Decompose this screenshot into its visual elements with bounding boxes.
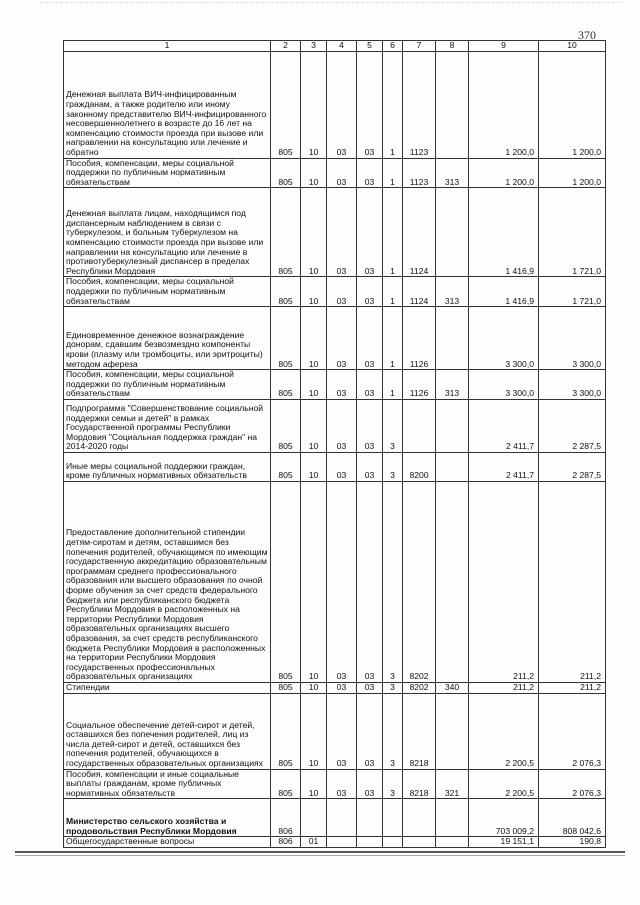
budget-table: [63, 40, 606, 848]
cell-c8: 313: [436, 158, 469, 188]
cell-c9: 703 009,2: [469, 799, 539, 837]
cell-c5: 03: [357, 481, 383, 682]
row-label: Единовременное денежное вознаграждение донорам, сдавшим безвозмездно компоненты крови (плазму или тромбоциты, или эритроциты) методом афереза: [64, 307, 271, 370]
cell-c6: 1: [383, 307, 403, 370]
cell-c7: 1123: [403, 158, 436, 188]
cell-c9: 1 200,0: [469, 158, 539, 188]
cell-c5: 03: [357, 277, 383, 307]
cell-c2: 805: [271, 769, 301, 799]
table-row: [64, 799, 606, 837]
cell-c7: 1126: [403, 307, 436, 370]
cell-c4: 03: [327, 188, 357, 277]
cell-c5: 03: [357, 693, 383, 769]
cell-c2: 805: [271, 452, 301, 481]
cell-c2: 805: [271, 682, 301, 693]
cell-c7: 8218: [403, 693, 436, 769]
cell-c5: 03: [357, 188, 383, 277]
cell-c7: 1124: [403, 188, 436, 277]
cell-c3: 10: [301, 188, 327, 277]
cell-c9: 2 200,5: [469, 693, 539, 769]
cell-c6: 3: [383, 769, 403, 799]
column-header: 2: [271, 41, 301, 52]
column-header: 4: [327, 41, 357, 52]
cell-c4: 03: [327, 481, 357, 682]
cell-c10: 2 287,5: [539, 452, 606, 481]
row-label: Денежная выплата ВИЧ-инфицированным гражданам, а также родителю или иному законному представителю ВИЧ-инфицированного несовершеннолетнего в возрасте до 16 лет на компенсацию стоимости проезда при вызове или направлении на консультацию или лечение и обратно: [64, 51, 271, 158]
cell-c9: 3 300,0: [469, 370, 539, 400]
row-label: Общегосударственные вопросы: [64, 837, 271, 848]
row-label: Пособия, компенсации, меры социальной поддержки по публичным нормативным обязательствам: [64, 277, 271, 307]
cell-c4: 03: [327, 452, 357, 481]
cell-c6: 1: [383, 370, 403, 400]
cell-c9: 1 416,9: [469, 277, 539, 307]
cell-c7: 8218: [403, 769, 436, 799]
cell-c9: 2 200,5: [469, 769, 539, 799]
cell-c7: [403, 837, 436, 848]
cell-c3: 10: [301, 51, 327, 158]
cell-c8: [436, 799, 469, 837]
cell-c4: 03: [327, 277, 357, 307]
cell-c8: 340: [436, 682, 469, 693]
cell-c6: 1: [383, 51, 403, 158]
column-header: 1: [64, 41, 271, 52]
cell-c7: 8202: [403, 481, 436, 682]
cell-c10: 2 076,3: [539, 769, 606, 799]
cell-c3: 10: [301, 481, 327, 682]
cell-c4: 03: [327, 693, 357, 769]
table-row: [64, 481, 606, 682]
cell-c7: 8202: [403, 682, 436, 693]
table-row: [64, 682, 606, 693]
cell-c3: 10: [301, 307, 327, 370]
cell-c10: 2 076,3: [539, 693, 606, 769]
cell-c8: [436, 307, 469, 370]
column-header: 9: [469, 41, 539, 52]
row-label: Предоставление дополнительной стипендии детям-сиротам и детям, оставшимся без попечения родителей, обучающимся по имеющим государственную аккредитацию образовательным программам среднего профессионального образования или высшего образования по очной форме обучения за счет средств федерального бюджета или республиканского бюджета Республики Мордовия в расположенных на территории Республики Мордовия образовательных организациях высшего образования, за счет средств республиканского бюджета Республики Мордовия в расположенных на территории Республики Мордовия государственных профессиональных образовательных организациях: [64, 481, 271, 682]
row-label: Пособия, компенсации и иные социальные выплаты гражданам, кроме публичных нормативных обязательств: [64, 769, 271, 799]
table-row: [64, 837, 606, 848]
table-row: [64, 370, 606, 400]
cell-c3: 10: [301, 158, 327, 188]
cell-c10: 190,8: [539, 837, 606, 848]
cell-c4: 03: [327, 51, 357, 158]
cell-c5: 03: [357, 51, 383, 158]
cell-c5: 03: [357, 307, 383, 370]
cell-c7: 1123: [403, 51, 436, 158]
cell-c3: 10: [301, 693, 327, 769]
cell-c3: 10: [301, 399, 327, 452]
cell-c7: 1124: [403, 277, 436, 307]
cell-c8: [436, 693, 469, 769]
cell-c10: 3 300,0: [539, 370, 606, 400]
table-header-row: [64, 41, 606, 52]
scan-top-artifact: [40, 2, 620, 6]
cell-c3: 10: [301, 769, 327, 799]
column-header: 7: [403, 41, 436, 52]
cell-c8: [436, 188, 469, 277]
cell-c6: 1: [383, 158, 403, 188]
column-header: 6: [383, 41, 403, 52]
cell-c9: 1 416,9: [469, 188, 539, 277]
cell-c10: 3 300,0: [539, 307, 606, 370]
cell-c6: [383, 799, 403, 837]
cell-c10: 211,2: [539, 481, 606, 682]
cell-c6: 3: [383, 481, 403, 682]
cell-c5: [357, 837, 383, 848]
row-label: Подпрограмма "Совершенствование социальной поддержки семьи и детей" в рамках Государственной программы Республики Мордовия "Социальная поддержка граждан" на 2014-2020 годы: [64, 399, 271, 452]
cell-c2: 805: [271, 188, 301, 277]
cell-c8: 313: [436, 277, 469, 307]
cell-c2: 805: [271, 370, 301, 400]
cell-c5: [357, 799, 383, 837]
cell-c5: 03: [357, 682, 383, 693]
table-row: [64, 51, 606, 158]
cell-c2: 805: [271, 51, 301, 158]
table-row: [64, 769, 606, 799]
row-label: Пособия, компенсации, меры социальной поддержки по публичным нормативным обязательствам: [64, 370, 271, 400]
cell-c10: 1 721,0: [539, 188, 606, 277]
cell-c4: 03: [327, 682, 357, 693]
cell-c9: 211,2: [469, 481, 539, 682]
cell-c9: 3 300,0: [469, 307, 539, 370]
cell-c3: 10: [301, 452, 327, 481]
cell-c8: [436, 837, 469, 848]
cell-c2: 805: [271, 158, 301, 188]
column-header: 5: [357, 41, 383, 52]
cell-c9: 2 411,7: [469, 399, 539, 452]
cell-c5: 03: [357, 769, 383, 799]
cell-c10: 1 200,0: [539, 51, 606, 158]
cell-c6: 3: [383, 452, 403, 481]
cell-c6: 3: [383, 693, 403, 769]
cell-c6: [383, 837, 403, 848]
cell-c4: [327, 837, 357, 848]
cell-c10: 808 042,6: [539, 799, 606, 837]
column-header: 3: [301, 41, 327, 52]
cell-c4: 03: [327, 399, 357, 452]
cell-c6: 1: [383, 188, 403, 277]
row-label: Иные меры социальной поддержки граждан, кроме публичных нормативных обязательств: [64, 452, 271, 481]
table-row: [64, 399, 606, 452]
column-header: 10: [539, 41, 606, 52]
page-bottom-rule-secondary: [15, 855, 625, 856]
cell-c9: 211,2: [469, 682, 539, 693]
cell-c3: [301, 799, 327, 837]
table-row: [64, 452, 606, 481]
table-row: [64, 307, 606, 370]
cell-c2: 806: [271, 837, 301, 848]
cell-c5: 03: [357, 370, 383, 400]
cell-c5: 03: [357, 158, 383, 188]
cell-c9: 2 411,7: [469, 452, 539, 481]
cell-c10: 1 721,0: [539, 277, 606, 307]
table-row: [64, 158, 606, 188]
cell-c10: 2 287,5: [539, 399, 606, 452]
row-label: Стипендии: [64, 682, 271, 693]
cell-c4: 03: [327, 370, 357, 400]
row-label: Пособия, компенсации, меры социальной поддержки по публичным нормативным обязательствам: [64, 158, 271, 188]
cell-c10: 211,2: [539, 682, 606, 693]
cell-c7: 8200: [403, 452, 436, 481]
table-row: [64, 693, 606, 769]
cell-c3: 10: [301, 370, 327, 400]
column-header: 8: [436, 41, 469, 52]
cell-c8: [436, 51, 469, 158]
cell-c8: [436, 481, 469, 682]
cell-c2: 805: [271, 307, 301, 370]
cell-c3: 01: [301, 837, 327, 848]
cell-c8: 321: [436, 769, 469, 799]
cell-c5: 03: [357, 399, 383, 452]
cell-c6: 3: [383, 682, 403, 693]
cell-c10: 1 200,0: [539, 158, 606, 188]
row-label: Министерство сельского хозяйства и продовольствия Республики Мордовия: [64, 799, 271, 837]
cell-c4: [327, 799, 357, 837]
cell-c8: [436, 399, 469, 452]
cell-c4: 03: [327, 307, 357, 370]
cell-c3: 10: [301, 277, 327, 307]
table-row: [64, 277, 606, 307]
cell-c5: 03: [357, 452, 383, 481]
cell-c9: 19 151,1: [469, 837, 539, 848]
row-label: Социальное обеспечение детей-сирот и детей, оставшихся без попечения родителей, лиц из числа детей-сирот и детей, оставшихся без попечения родителей, обучающихся в государственных образовательных организациях: [64, 693, 271, 769]
page-number: 370: [578, 28, 596, 42]
cell-c2: 805: [271, 481, 301, 682]
cell-c2: 805: [271, 693, 301, 769]
cell-c6: 1: [383, 277, 403, 307]
cell-c7: [403, 399, 436, 452]
page-bottom-rule: [15, 851, 625, 853]
cell-c4: 03: [327, 158, 357, 188]
row-label: Денежная выплата лицам, находящимся под диспансерным наблюдением в связи с туберкулезом, и больным туберкулезом на компенсацию стоимости проезда при вызове или направлении на консультацию или лечение в противотуберкулезный диспансер в пределах Республики Мордовия: [64, 188, 271, 277]
cell-c2: 805: [271, 399, 301, 452]
cell-c9: 1 200,0: [469, 51, 539, 158]
cell-c2: 806: [271, 799, 301, 837]
cell-c8: 313: [436, 370, 469, 400]
cell-c8: [436, 452, 469, 481]
cell-c6: 3: [383, 399, 403, 452]
cell-c4: 03: [327, 769, 357, 799]
cell-c7: [403, 799, 436, 837]
table-row: [64, 188, 606, 277]
cell-c2: 805: [271, 277, 301, 307]
cell-c7: 1126: [403, 370, 436, 400]
cell-c3: 10: [301, 682, 327, 693]
